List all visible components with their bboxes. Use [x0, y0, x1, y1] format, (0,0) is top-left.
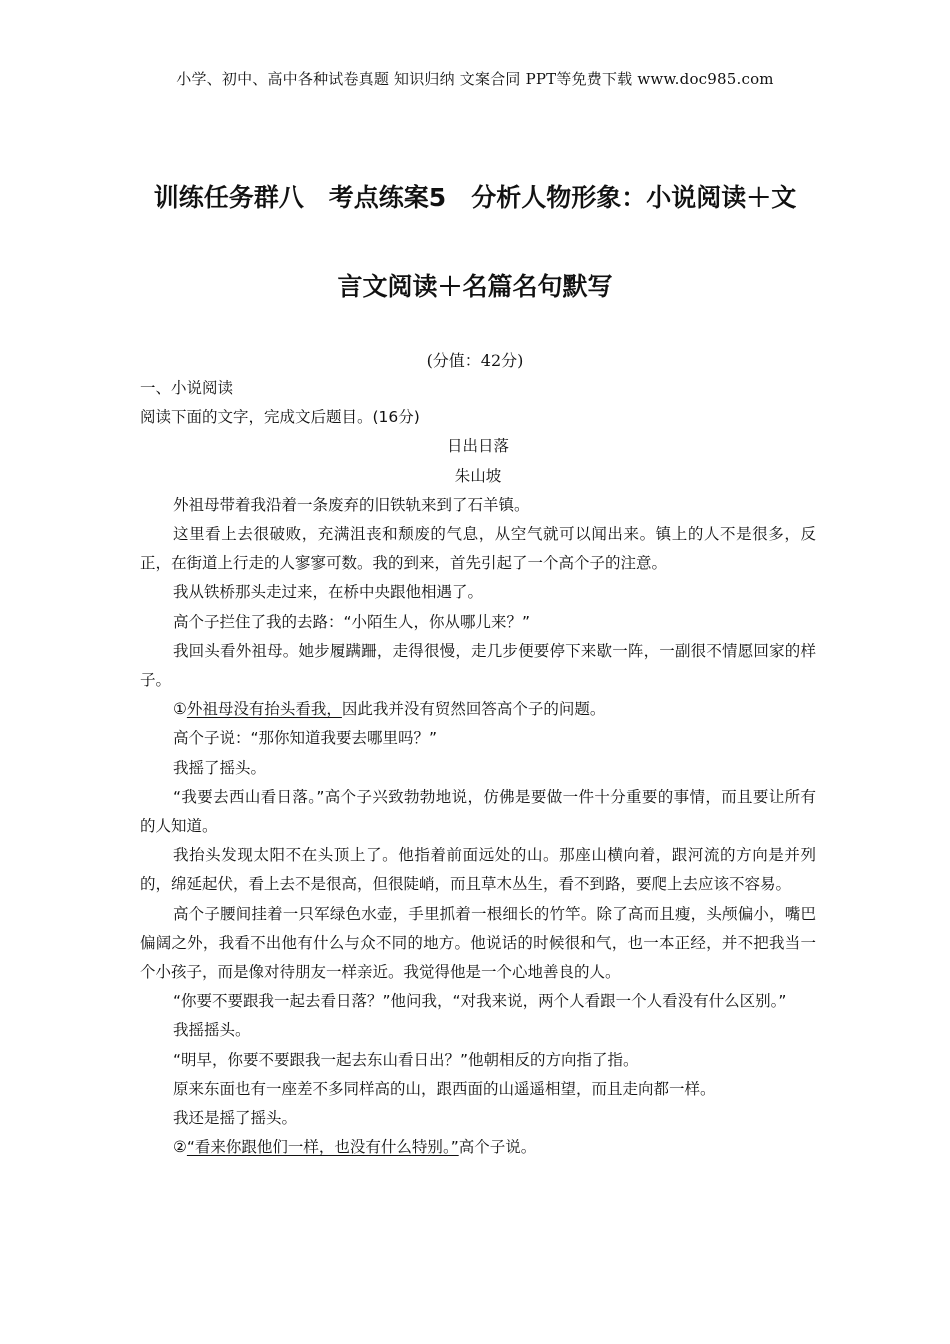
page-title-line1: 训练任务群八 考点练案5 分析人物形象：小说阅读＋文	[153, 183, 797, 212]
section-heading: 一、小说阅读	[140, 379, 234, 397]
paragraph-marked-2	[140, 1133, 816, 1162]
header-banner: 小学、初中、高中各种试卷真题 知识归纳 文案合同 PPT等免费下载 www.doc985.com	[176, 70, 774, 88]
page-title-line2: 言文阅读＋名篇名句默写	[337, 272, 613, 301]
story-author: 朱山坡	[454, 466, 502, 485]
paragraph: 我还是摇了摇头。	[173, 1109, 298, 1128]
paragraph: “明早，你要不要跟我一起去东山看日出？”他朝相反的方向指了指。	[173, 1050, 639, 1069]
marker-2: ②	[173, 1138, 187, 1157]
underlined-sentence-1: 外祖母没有抬头看我，	[186, 700, 342, 719]
paragraph-marked-1	[140, 695, 816, 724]
paragraph-rest: 高个子说。	[458, 1138, 537, 1157]
instruction: 阅读下面的文字，完成文后题目。(16分)	[140, 408, 420, 427]
paragraph: “你要不要跟我一起去看日落？”他问我，“对我来说，两个人看跟一个人看没有什么区别。”	[173, 992, 787, 1011]
score-label: (分值：42分)	[426, 351, 524, 370]
marker-1: ①	[173, 700, 187, 719]
paragraph: 原来东面也有一座差不多同样高的山，跟西面的山遥遥相望，而且走向都一样。	[173, 1079, 716, 1098]
paragraph: 我摇了摇头。	[173, 758, 267, 777]
story-title: 日出日落	[446, 437, 509, 456]
paragraph: 我回头看外祖母。她步履蹒跚，走得很慢，走几步便要停下来歇一阵，一副很不情愿回家的样子。	[140, 641, 816, 690]
paragraph: 外祖母带着我沿着一条废弃的旧铁轨来到了石羊镇。	[173, 495, 530, 514]
paragraph: 我抬头发现太阳不在头顶上了。他指着前面远处的山。那座山横向着，跟河流的方向是并列的，绵延起伏，看上去不是很高，但很陡峭，而且草木丛生，看不到路，要爬上去应该不容易。	[140, 846, 816, 894]
paragraph: 高个子说：“那你知道我要去哪里吗？”	[173, 729, 438, 748]
paragraph-rest: 因此我并没有贸然回答高个子的问题。	[341, 700, 606, 719]
document-body	[140, 374, 816, 1162]
underlined-sentence-2: “看来你跟他们一样，也没有什么特别。”	[186, 1138, 459, 1157]
paragraph: 高个子腰间挂着一只军绿色水壶，手里抓着一根细长的竹竿。除了高而且瘦，头颅偏小，嘴巴偏阔之外，我看不出他有什么与众不同的地方。他说话的时候很和气，也一本正经，并不把我当一个小孩子，而是像对待朋友一样亲近。我觉得他是一个心地善良的人。	[140, 904, 816, 982]
paragraph: “我要去西山看日落。”高个子兴致勃勃地说，仿佛是要做一件十分重要的事情，而且要让所有的人知道。	[140, 787, 816, 836]
paragraph: 我从铁桥那头走过来，在桥中央跟他相遇了。	[173, 583, 484, 602]
paragraph: 我摇摇头。	[173, 1021, 251, 1040]
paragraph: 这里看上去很破败，充满沮丧和颓废的气息，从空气就可以闻出来。镇上的人不是很多，反正，在街道上行走的人寥寥可数。我的到来，首先引起了一个高个子的注意。	[140, 525, 816, 573]
paragraph: 高个子拦住了我的去路：“小陌生人，你从哪儿来？”	[173, 612, 531, 631]
